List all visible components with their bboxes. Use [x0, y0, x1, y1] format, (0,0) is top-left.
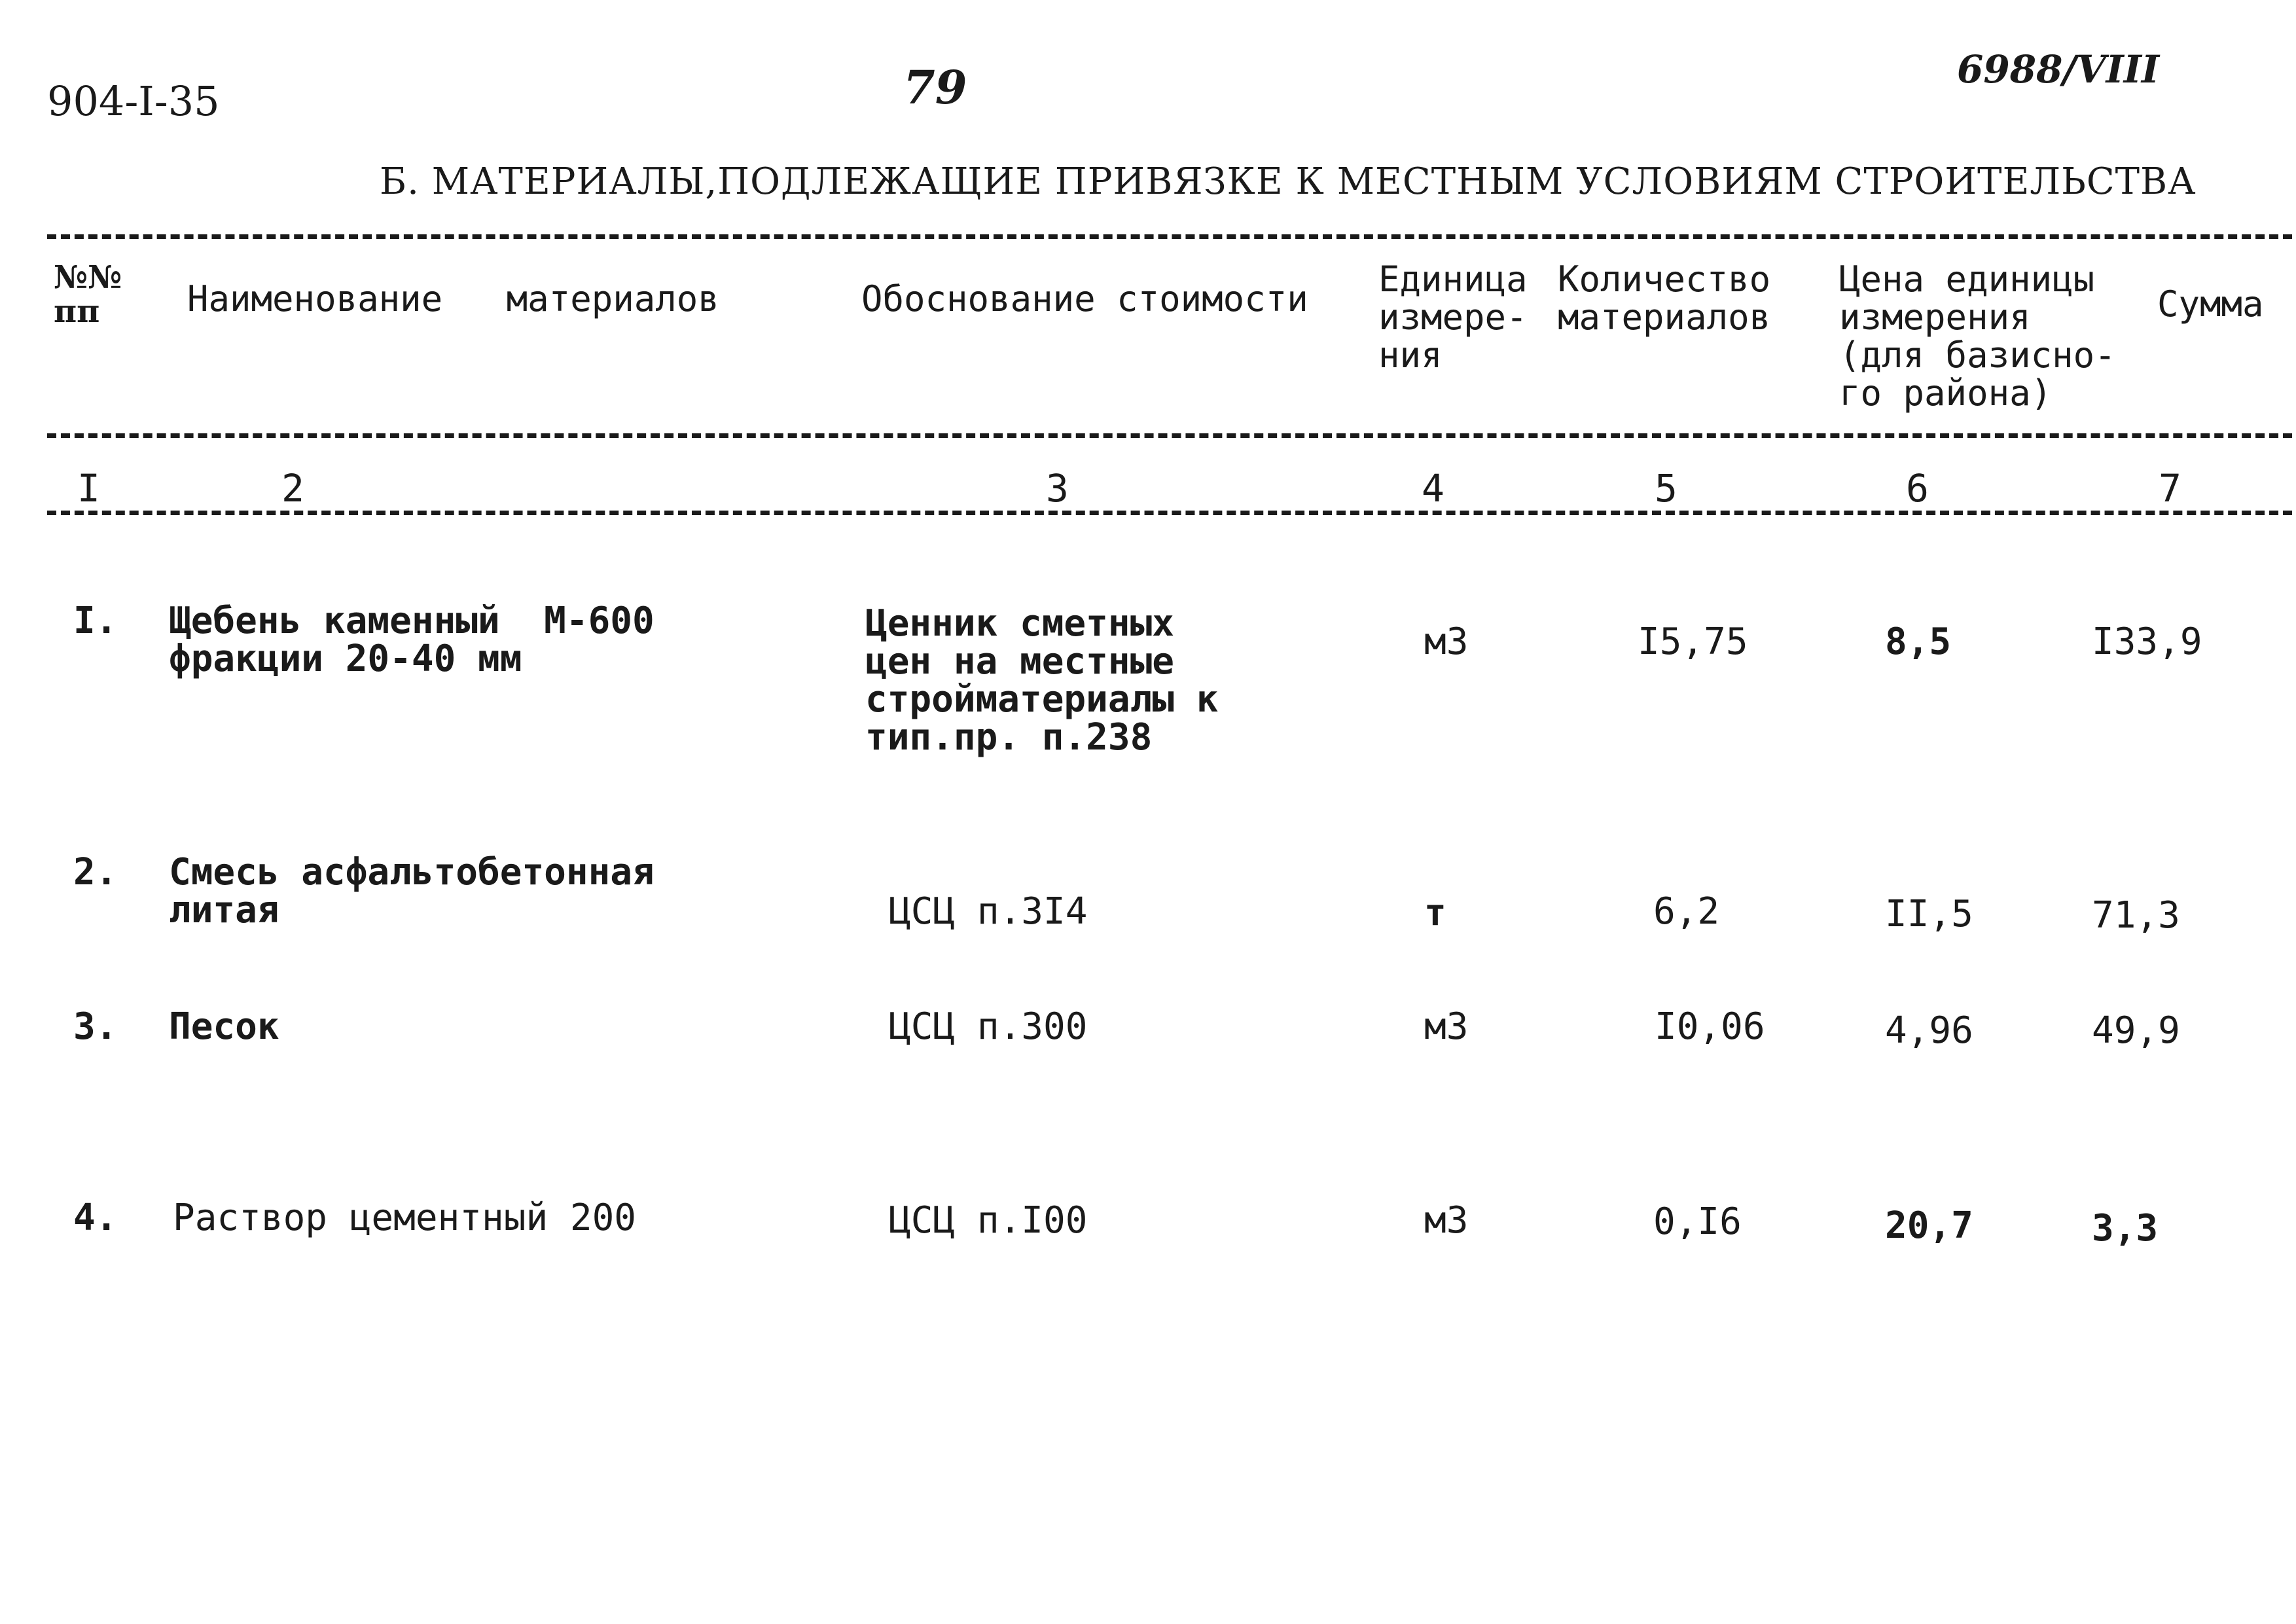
- column-number-3: 3: [1046, 466, 1069, 511]
- cost-basis: Ценник сметных цен на местные стройматериалы к тип.пр. п.238: [865, 602, 1219, 759]
- unit: м3: [1424, 1199, 1469, 1242]
- quantity: I5,75: [1638, 621, 1748, 663]
- sum: 71,3: [2092, 894, 2180, 937]
- table-top-rule: [47, 234, 2292, 239]
- quantity: I0,06: [1655, 1005, 1765, 1048]
- column-number-7: 7: [2159, 466, 2181, 511]
- column-number-1: I: [77, 466, 100, 511]
- column-header-name: Наименование материалов: [187, 278, 719, 319]
- section-title: Б. МАТЕРИАЛЫ,ПОДЛЕЖАЩИЕ ПРИВЯЗКЕ К МЕСТНЫМ УСЛОВИЯМ СТРОИТЕЛЬСТВА: [380, 160, 2197, 203]
- row-number: I.: [73, 600, 118, 642]
- quantity: 0,I6: [1653, 1200, 1742, 1243]
- cost-basis: ЦСЦ п.I00: [889, 1199, 1088, 1242]
- unit: м3: [1424, 621, 1469, 663]
- unit-price: 8,5: [1885, 621, 1952, 663]
- material-name: Песок: [169, 1005, 279, 1048]
- column-header-sum: Сумма: [2157, 283, 2264, 325]
- column-header-quantity: Количество материалов: [1558, 259, 1771, 338]
- page-number: 79: [903, 60, 967, 115]
- sum: 3,3: [2092, 1207, 2159, 1250]
- column-number-4: 4: [1422, 466, 1444, 511]
- unit-price: 4,96: [1885, 1009, 1973, 1052]
- unit: т: [1424, 892, 1446, 934]
- unit-price: 20,7: [1885, 1204, 1973, 1247]
- document-code: 904-I-35: [47, 77, 220, 125]
- material-name: Щебень каменный М-600 фракции 20-40 мм: [169, 600, 655, 680]
- cost-basis: ЦСЦ п.3I4: [889, 890, 1088, 933]
- column-header-unit: Единица измере- ния: [1378, 259, 1528, 376]
- quantity: 6,2: [1653, 890, 1720, 933]
- column-number-6: 6: [1906, 466, 1929, 511]
- column-number-2: 2: [281, 466, 304, 511]
- material-name: Смесь асфальтобетонная литая: [169, 851, 655, 931]
- sum: 49,9: [2092, 1009, 2180, 1052]
- unit: м3: [1424, 1005, 1469, 1048]
- cost-basis: ЦСЦ п.300: [889, 1005, 1088, 1048]
- column-header-basis: Обоснование стоимости: [861, 278, 1308, 319]
- column-header-number: №№ пп: [54, 259, 122, 330]
- unit-price: II,5: [1885, 893, 1973, 935]
- archive-number: 6988/VIII: [1957, 47, 2160, 92]
- sum: I33,9: [2092, 621, 2202, 663]
- column-numbers-rule: [47, 511, 2292, 515]
- material-name: Раствор цементный 200: [173, 1197, 637, 1239]
- column-number-5: 5: [1655, 466, 1677, 511]
- row-number: 3.: [73, 1005, 118, 1048]
- table-header-rule: [47, 433, 2292, 438]
- row-number: 2.: [73, 851, 118, 893]
- row-number: 4.: [73, 1197, 118, 1239]
- column-header-price: Цена единицы измерения (для базисно- го района): [1839, 259, 2116, 414]
